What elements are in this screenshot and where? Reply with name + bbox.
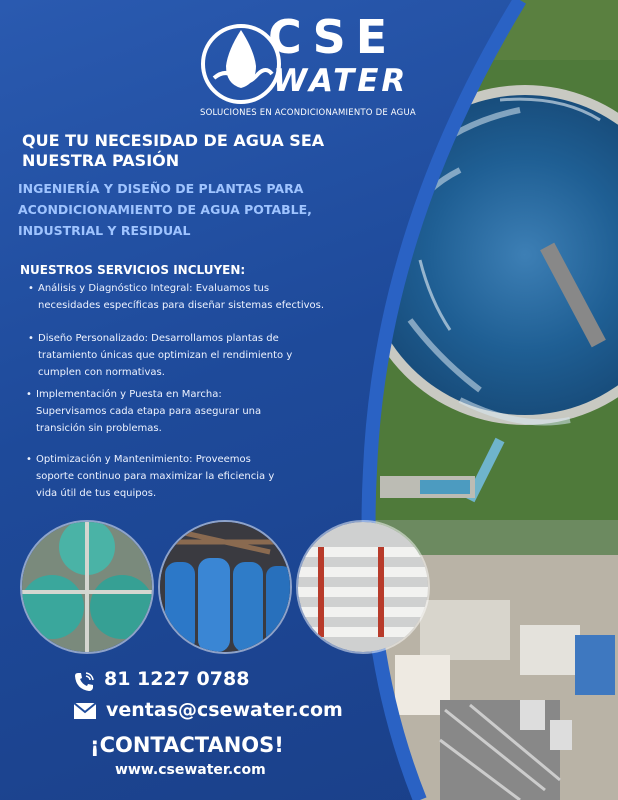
- envelope-icon: [73, 702, 97, 720]
- service-line: Supervisamos cada etapa para asegurar una: [36, 406, 262, 417]
- service-line: vida útil de tus equipos.: [36, 488, 157, 499]
- headline-line-2: NUESTRA PASIÓN: [22, 151, 180, 170]
- subheadline-line-1: INGENIERÍA Y DISEÑO DE PLANTAS PARA: [18, 181, 304, 196]
- service-item: [26, 451, 356, 502]
- headline-line-1: QUE TU NECESIDAD DE AGUA SEA: [22, 131, 325, 150]
- bullet-icon: •: [28, 283, 34, 294]
- website-link[interactable]: www.csewater.com: [115, 762, 266, 778]
- service-item: [26, 386, 356, 437]
- bullet-icon: •: [28, 333, 34, 344]
- subheadline-line-3: INDUSTRIAL Y RESIDUAL: [18, 223, 191, 238]
- contact-cta[interactable]: ¡CONTACTANOS!: [90, 733, 284, 757]
- service-line: transición sin problemas.: [36, 423, 162, 434]
- brand-subname: WATER: [273, 63, 409, 99]
- subheadline: [18, 178, 348, 241]
- membranes-photo: [296, 520, 430, 654]
- brand-name: CSE: [268, 10, 398, 64]
- service-line: Implementación y Puesta en Marcha:: [36, 389, 222, 400]
- service-item: [28, 280, 358, 314]
- email-link[interactable]: ventas@csewater.com: [106, 699, 343, 721]
- brand-tagline: SOLUCIONES EN ACONDICIONAMIENTO DE AGUA: [200, 108, 416, 118]
- phone-number[interactable]: 81 1227 0788: [104, 668, 250, 690]
- service-line: Diseño Personalizado: Desarrollamos plantas de: [38, 333, 279, 344]
- service-line: Análisis y Diagnóstico Integral: Evaluamos tus: [38, 283, 270, 294]
- service-line: necesidades específicas para diseñar sistemas efectivos.: [38, 300, 325, 311]
- bullet-icon: •: [26, 454, 32, 465]
- phone-icon: [72, 670, 96, 694]
- service-line: soporte continuo para maximizar la eficiencia y: [36, 471, 275, 482]
- tanks-photo: [158, 520, 292, 654]
- service-line: tratamiento únicas que optimizan el rendimiento y: [38, 350, 293, 361]
- subheadline-line-2: ACONDICIONAMIENTO DE AGUA POTABLE,: [18, 202, 312, 217]
- service-line: Optimización y Mantenimiento: Proveemos: [36, 454, 251, 465]
- services-title: NUESTROS SERVICIOS INCLUYEN:: [20, 263, 246, 277]
- service-item: [28, 330, 358, 381]
- headline: [22, 131, 352, 171]
- service-line: cumplen con normativas.: [38, 367, 165, 378]
- bullet-icon: •: [26, 389, 32, 400]
- water-plant-photo: [20, 520, 154, 654]
